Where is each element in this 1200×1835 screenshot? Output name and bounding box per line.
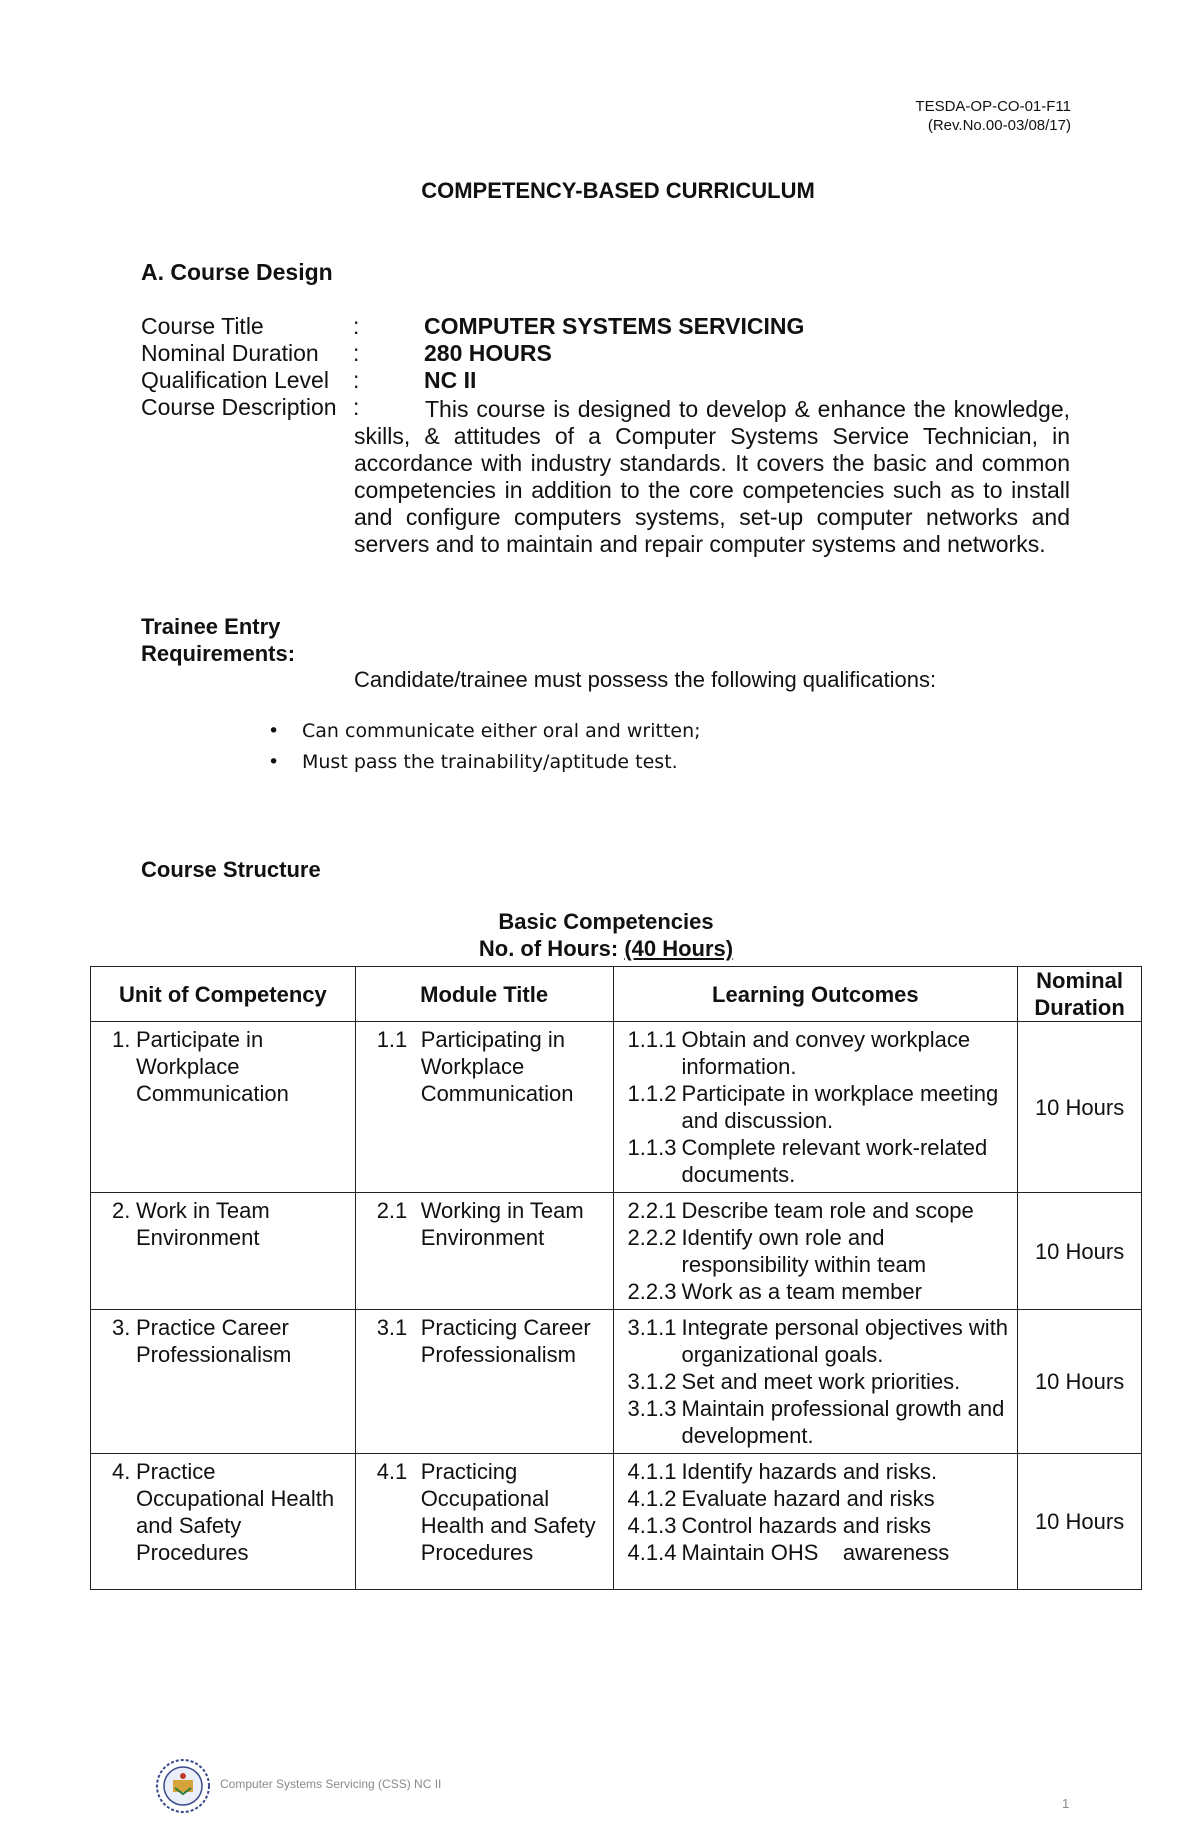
table-row (91, 1454, 1142, 1590)
duration-cell: 10 Hours (1018, 1310, 1142, 1454)
footer-text: Computer Systems Servicing (CSS) NC II (220, 1777, 442, 1791)
duration-cell: 10 Hours (1018, 1454, 1142, 1590)
outcome-item: 1.1.1 Obtain and convey workplace information. (627, 1027, 971, 1079)
outcome-item: 3.1.3 Maintain professional growth and development. (627, 1396, 1005, 1448)
basic-competencies-title: Basic Competencies (498, 909, 714, 934)
hours-label: No. of Hours: (478, 936, 625, 961)
unit-cell (91, 1022, 356, 1193)
module-title: Practicing Career Professionalism (420, 1315, 591, 1367)
header-module-title: Module Title (355, 967, 613, 1022)
outcome-item: 4.1.2 Evaluate hazard and risks (627, 1486, 935, 1511)
unit-cell (91, 1193, 356, 1310)
entry-intro-text: Candidate/trainee must possess the following qualifications: (354, 667, 937, 692)
list-item: • Must pass the trainability/aptitude test. (268, 751, 678, 773)
unit-number: 1. (112, 1027, 131, 1052)
hours-value: (40 Hours) (624, 936, 734, 961)
outcome-item: 3.1.2 Set and meet work priorities. (627, 1369, 961, 1394)
nominal-duration-value: 280 HOURS (424, 340, 552, 366)
trainee-entry-heading: Trainee Entry Requirements: (141, 614, 296, 666)
outcomes-cell (613, 1310, 1018, 1454)
table-row (91, 1022, 1142, 1193)
outcomes-cell (613, 1454, 1018, 1590)
module-number: 4.1 (376, 1459, 408, 1484)
list-item: • Can communicate either oral and written; (268, 720, 701, 742)
entry-requirements-list (268, 720, 701, 782)
unit-number: 3. (112, 1315, 131, 1340)
table-row (91, 1310, 1142, 1454)
module-cell (355, 1310, 613, 1454)
unit-cell (91, 1454, 356, 1590)
unit-title: Participate in Workplace Communication (136, 1027, 289, 1106)
unit-title: Practice Occupational Health and Safety Procedures (136, 1459, 335, 1565)
outcome-item: 3.1.1 Integrate personal objectives with organizational goals. (627, 1315, 1009, 1367)
module-title: Practicing Occupational Health and Safety Procedures (420, 1459, 596, 1565)
colon: : (353, 367, 360, 393)
bullet-icon: • (268, 751, 280, 773)
header-unit-of-competency: Unit of Competency (91, 967, 356, 1022)
qualification-level-label: Qualification Level (141, 367, 329, 393)
bullet-icon: • (268, 720, 280, 742)
header-nominal-duration: Nominal Duration (1018, 967, 1142, 1022)
course-design-heading: A. Course Design (141, 259, 333, 285)
outcome-item: 1.1.3 Complete relevant work-related documents. (627, 1135, 988, 1187)
page-number: 1 (1062, 1796, 1070, 1811)
nominal-duration-label: Nominal Duration (141, 340, 319, 366)
outcome-item: 4.1.1 Identify hazards and risks. (627, 1459, 938, 1484)
colon: : (353, 394, 360, 420)
tesda-seal-icon (155, 1758, 211, 1814)
table-row (91, 1193, 1142, 1310)
document-code-block (915, 97, 1071, 135)
outcome-item: 2.2.3 Work as a team member (627, 1279, 922, 1304)
colon: : (353, 313, 360, 339)
unit-title: Work in Team Environment (136, 1198, 270, 1250)
outcome-item: 4.1.3 Control hazards and risks (627, 1513, 931, 1538)
course-title-value: COMPUTER SYSTEMS SERVICING (424, 313, 805, 339)
course-description-text: This course is designed to develop & enhance the knowledge, skills, & attitudes of a Computer Systems Service Technician, in accordance with industry standards. It covers the basic and common competencies in addition to the core competencies such as to install and configure computers systems, set-up computer networks and servers and to maintain and repair computer systems and networks. (354, 396, 1070, 557)
outcome-item: 1.1.2 Participate in workplace meeting and discussion. (627, 1081, 999, 1133)
module-title: Participating in Workplace Communication (420, 1027, 574, 1106)
course-structure-heading: Course Structure (141, 857, 321, 882)
course-description-label: Course Description (141, 394, 337, 420)
outcomes-cell (613, 1022, 1018, 1193)
unit-cell (91, 1310, 356, 1454)
unit-number: 2. (112, 1198, 131, 1223)
unit-number: 4. (112, 1459, 131, 1484)
module-title: Working in Team Environment (420, 1198, 584, 1250)
document-title: COMPETENCY-BASED CURRICULUM (421, 178, 815, 203)
duration-cell: 10 Hours (1018, 1022, 1142, 1193)
outcome-item: 2.2.1 Describe team role and scope (627, 1198, 974, 1223)
module-cell (355, 1193, 613, 1310)
module-number: 2.1 (376, 1198, 408, 1223)
module-number: 1.1 (376, 1027, 408, 1052)
colon: : (353, 340, 360, 366)
basic-competencies-block (0, 908, 1200, 962)
course-title-label: Course Title (141, 313, 264, 339)
module-cell (355, 1022, 613, 1193)
revision-number: (Rev.No.00-03/08/17) (927, 117, 1071, 134)
qualification-level-value: NC II (424, 367, 477, 393)
outcome-item: 4.1.4 Maintain OHS awareness (627, 1540, 950, 1565)
module-cell (355, 1454, 613, 1590)
outcome-item: 2.2.2 Identify own role and responsibility within team (627, 1225, 927, 1277)
document-code: TESDA-OP-CO-01-F11 (915, 98, 1071, 115)
unit-title: Practice Career Professionalism (136, 1315, 292, 1367)
outcomes-cell (613, 1193, 1018, 1310)
header-learning-outcomes: Learning Outcomes (613, 967, 1018, 1022)
table-header-row (91, 967, 1142, 1022)
hours-line (0, 935, 1200, 962)
module-number: 3.1 (376, 1315, 408, 1340)
duration-cell: 10 Hours (1018, 1193, 1142, 1310)
competency-table (90, 966, 1142, 1590)
